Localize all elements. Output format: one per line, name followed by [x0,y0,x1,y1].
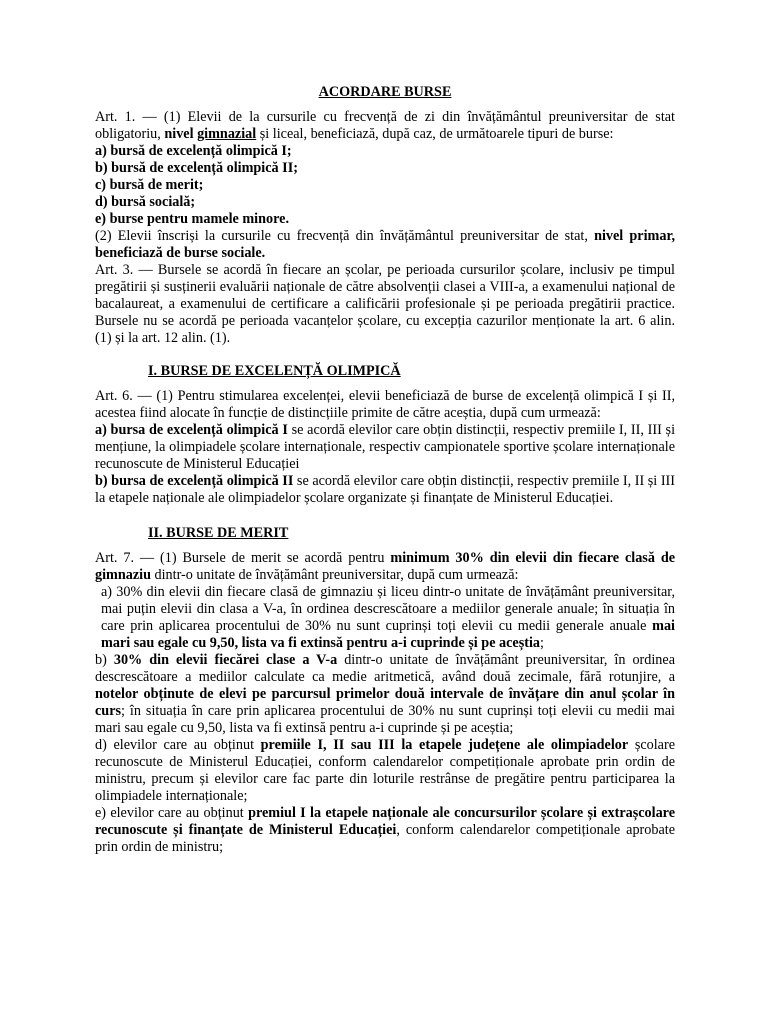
art7-item-b-bold2: notelor obținute de elevi pe parcursul primelor două intervale de învățare din anul școlar în curs [95,686,675,719]
art7-item-b [95,652,675,737]
art6-item-a [95,422,675,473]
art1-intro-bold: nivel [164,126,198,142]
art1-intro-underlined: gimnazial [197,126,257,142]
art1-item-b: b) bursă de excelență olimpică II; [95,160,298,176]
art7-intro-end: dintr-o unitate de învățământ preuniversitar, după cum urmează: [150,567,519,583]
art1-item-d: d) bursă socială; [95,194,196,210]
art1-para2-text: (2) Elevii înscriși la cursurile cu frecvență din învățământul preuniversitar de stat, [95,228,595,244]
art1-para2 [95,228,675,262]
art7-item-d-text: d) elevilor care au obținut [95,737,261,753]
art7-item-a-text: a) 30% din elevii din fiecare clasă de gimnaziu și liceu dintr-o unitate de învățământ preuniversitar, mai puțin elevii din clasa a V-a, în ordinea descrescătoare a mediilor generale anuale; în situația în care prin aplicarea procentului de 30% nu sunt cuprinși toți elevii cu medii generale anuale [101,584,675,634]
document-title: ACORDARE BURSE [318,84,452,100]
art6-item-b-label: b) bursa de excelență olimpică II [95,473,294,489]
art7-item-d-bold: premiile I, II sau III la etapele județene ale olimpiadelor [260,737,629,753]
art7-intro [95,550,675,584]
art3-paragraph: Art. 3. — Bursele se acordă în fiecare an școlar, pe perioada cursurilor școlare, inclusiv pe timpul pregătirii și susținerii evaluării naționale de către absolvenții clasei a VIII-a, a examenului național de bacalaureat, a examenului de certificare a calificării profesionale și pe perioada pregătirii practice. Bursele nu se acordă pe perioada vacanțelor școlare, cu excepția cazurilor menționate la art. 6 alin. (1) și la art. 12 alin. (1). [95,262,675,346]
art6-item-b [95,473,675,507]
document-page [95,84,675,856]
art7-item-b-label: b) [95,652,114,668]
art7-item-a-end: ; [540,635,544,651]
art7-item-b-bold1: 30% din elevii fiecărei clase a V-a [113,652,338,668]
art7-item-a-bold: mai mari sau egale cu 9,50, lista va fi extinsă pentru a-i cuprinde și pe aceștia [101,618,675,651]
art7-item-d [95,737,675,805]
art6-item-b-text: se acordă elevilor care obțin distincții, respectiv premiile I, II și III la etapele naționale ale olimpiadelor școlare organizate și finanțate de Ministerul Educației. [95,473,675,506]
art1-item-c: c) bursă de merit; [95,177,204,193]
art7-intro-bold: minimum 30% din elevii din fiecare clasă de gimnaziu [95,550,676,583]
art1-item-e: e) burse pentru mamele minore. [95,211,289,227]
art7-item-a [95,584,675,652]
art6-item-a-text: se acordă elevilor care obțin distincții, respectiv premiile I, II, III și mențiune, la olimpiadele școlare internaționale, respectiv campionatele sportive școlare internaționale recunoscute de Ministerul Educației [95,422,676,472]
art6-item-a-label: a) bursa de excelență olimpică I [95,422,288,438]
art7-intro-text: Art. 7. — (1) Bursele de merit se acordă pentru [95,550,391,566]
art7-item-e-text: e) elevilor care au obținut [95,805,249,821]
art6-intro: Art. 6. — (1) Pentru stimularea excelenței, elevii beneficiază de burse de excelență olimpică I și II, acestea fiind alocate în funcție de distincțiile primite de către aceștia, după cum urmează: [95,388,675,421]
art7-item-e-end: , conform calendarelor competiționale aprobate prin ordin de ministru; [95,822,676,855]
art7-item-d-end: școlare recunoscute de Ministerul Educației, conform calendarelor competiționale aprobate prin ordin de ministru, precum și elevilor care fac parte din loturile restrânse de pregătire pentru participarea la olimpiadele internaționale; [95,737,675,804]
section1-title: I. BURSE DE EXCELENȚĂ OLIMPICĂ [148,363,401,379]
art1-intro [95,109,675,143]
art1-item-a: a) bursă de excelență olimpică I; [95,143,292,159]
art7-item-b-text1: dintr-o unitate de învățământ preuniversitar, în ordinea descrescătoare a mediilor calculate ca medie aritmetică, având două zecimale, fără rotunjire, a [95,652,675,685]
art1-para2-bold: nivel primar, beneficiază de burse sociale. [95,228,675,261]
art1-intro-text: Art. 1. — (1) Elevii de la cursurile cu frecvență de zi din învățământul preuniversitar de stat obligatoriu, [95,109,675,142]
art7-item-b-text2: ; în situația în care prin aplicarea procentului de 30% nu sunt cuprinși toți elevii cu medii mai mari sau egale cu 9,50, lista va fi extinsă pentru a-i cuprinde și pe aceștia; [95,703,675,736]
art7-item-e [95,805,675,856]
section2-title: II. BURSE DE MERIT [148,525,289,541]
art1-intro-end: și liceal, beneficiază, după caz, de următoarele tipuri de burse: [256,126,614,142]
art7-item-e-bold: premiul I la etapele naționale ale concursurilor școlare și extrașcolare recunoscute și finanțate de Ministerul Educației [95,805,675,838]
